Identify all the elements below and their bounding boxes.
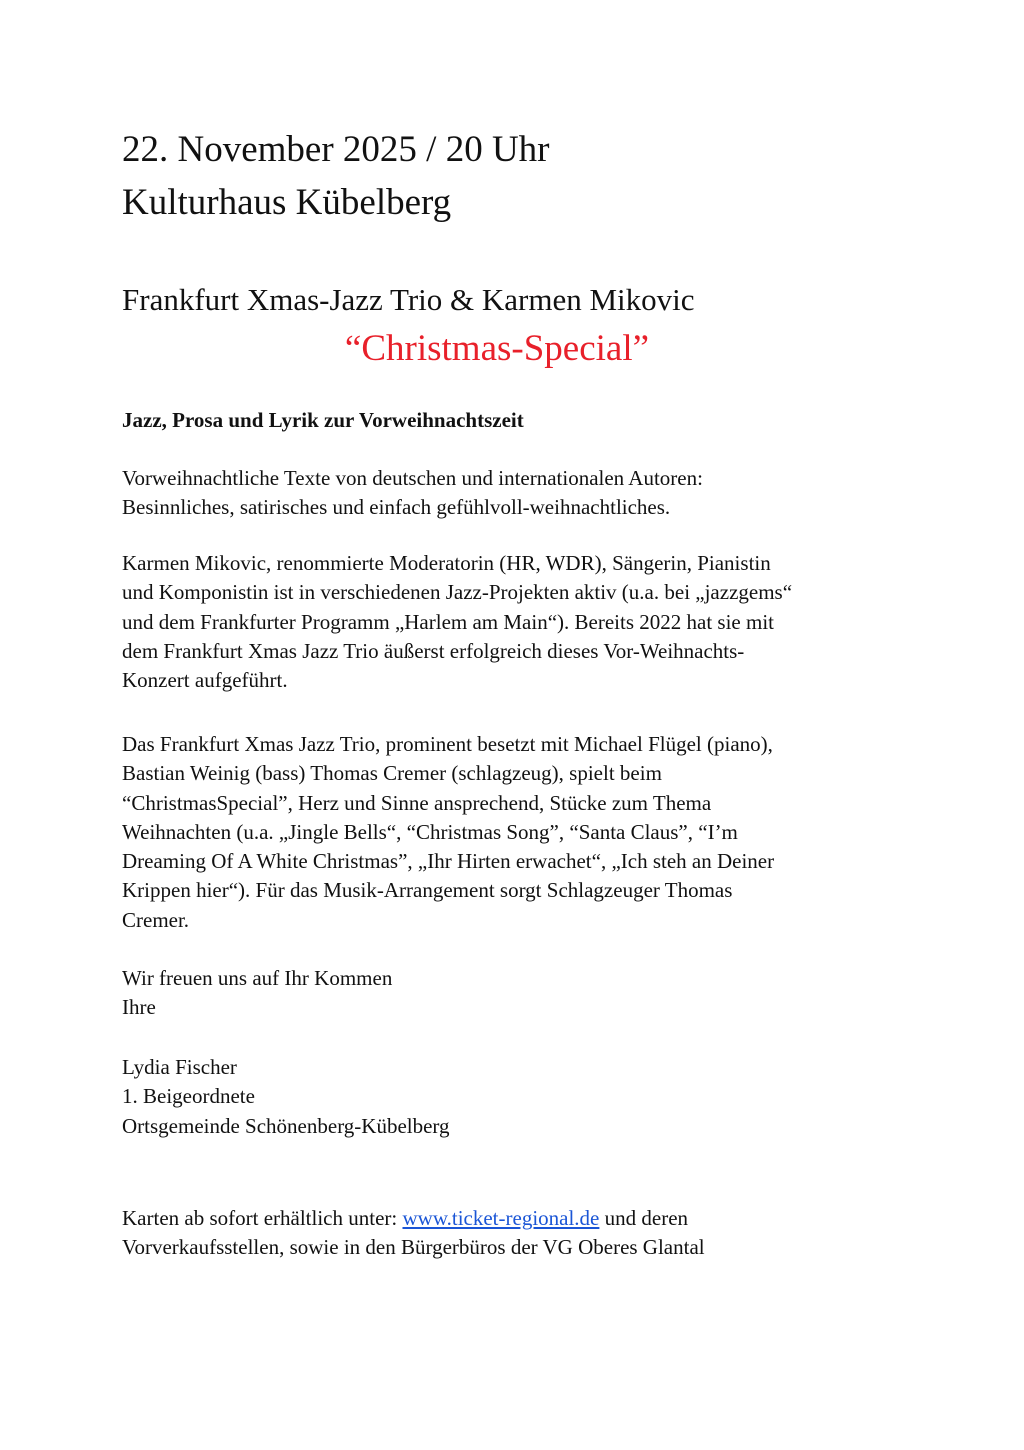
trio-line: Das Frankfurt Xmas Jazz Trio, prominent besetzt mit Michael Flügel (piano), — [122, 732, 773, 756]
intro-line: Besinnliches, satirisches und einfach gefühlvoll-weihnachtliches. — [122, 495, 671, 520]
karmen-line: und dem Frankfurter Programm „Harlem am Main“). Bereits 2022 hat sie mit — [122, 609, 774, 634]
karmen-line: Karmen Mikovic, renommierte Moderatorin (HR, WDR), Sängerin, Pianistin — [122, 551, 771, 575]
trio-line: Bastian Weinig (bass) Thomas Cremer (schlagzeug), spielt beim — [122, 761, 662, 786]
karmen-line: dem Frankfurt Xmas Jazz Trio äußerst erfolgreich dieses Vor-Weihnachts- — [122, 638, 745, 663]
signature-role: 1. Beigeordnete — [122, 1084, 255, 1109]
closing-line: Wir freuen uns auf Ihr Kommen — [122, 966, 393, 990]
karmen-paragraph — [122, 549, 792, 695]
signature-block — [122, 1053, 450, 1141]
event-subtitle: Jazz, Prosa und Lyrik zur Vorweihnachtszeit — [122, 408, 524, 432]
tickets-prefix: Karten ab sofort erhältlich unter: — [122, 1206, 403, 1230]
intro-line: Vorweihnachtliche Texte von deutschen und internationalen Autoren: — [122, 466, 703, 490]
tickets-suffix: und deren — [599, 1206, 689, 1230]
tickets-line-2: Vorverkaufsstellen, sowie in den Bürgerbüros der VG Oberes Glantal — [122, 1235, 705, 1260]
event-venue: Kulturhaus Kübelberg — [122, 182, 452, 223]
trio-paragraph — [122, 730, 774, 935]
event-date: 22. November 2025 / 20 Uhr — [122, 129, 550, 170]
closing-line: Ihre — [122, 995, 156, 1020]
karmen-line: und Komponistin ist in verschiedenen Jazz-Projekten aktiv (u.a. bei „jazzgems“ — [122, 580, 793, 605]
ticket-link[interactable]: www.ticket-regional.de — [402, 1206, 600, 1230]
tickets-paragraph — [122, 1204, 705, 1263]
karmen-line: Konzert aufgeführt. — [122, 668, 288, 693]
tickets-line — [122, 1204, 705, 1233]
closing-paragraph — [122, 964, 392, 1023]
trio-line: Krippen hier“). Für das Musik-Arrangement sorgt Schlagzeuger Thomas — [122, 878, 733, 903]
signature-org: Ortsgemeinde Schönenberg-Kübelberg — [122, 1113, 450, 1138]
performers-line: Frankfurt Xmas-Jazz Trio & Karmen Mikovic — [122, 282, 695, 317]
signature-name: Lydia Fischer — [122, 1055, 237, 1079]
trio-line: Weihnachten (u.a. „Jingle Bells“, “Christmas Song”, “Santa Claus”, “I’m — [122, 819, 738, 844]
trio-line: “ChristmasSpecial”, Herz und Sinne ansprechend, Stücke zum Thema — [122, 790, 712, 815]
intro-paragraph — [122, 464, 703, 523]
show-title: “Christmas-Special” — [344, 328, 650, 369]
trio-line: Dreaming Of A White Christmas”, „Ihr Hirten erwachet“, „Ich steh an Deiner — [122, 849, 775, 874]
trio-line: Cremer. — [122, 907, 190, 932]
